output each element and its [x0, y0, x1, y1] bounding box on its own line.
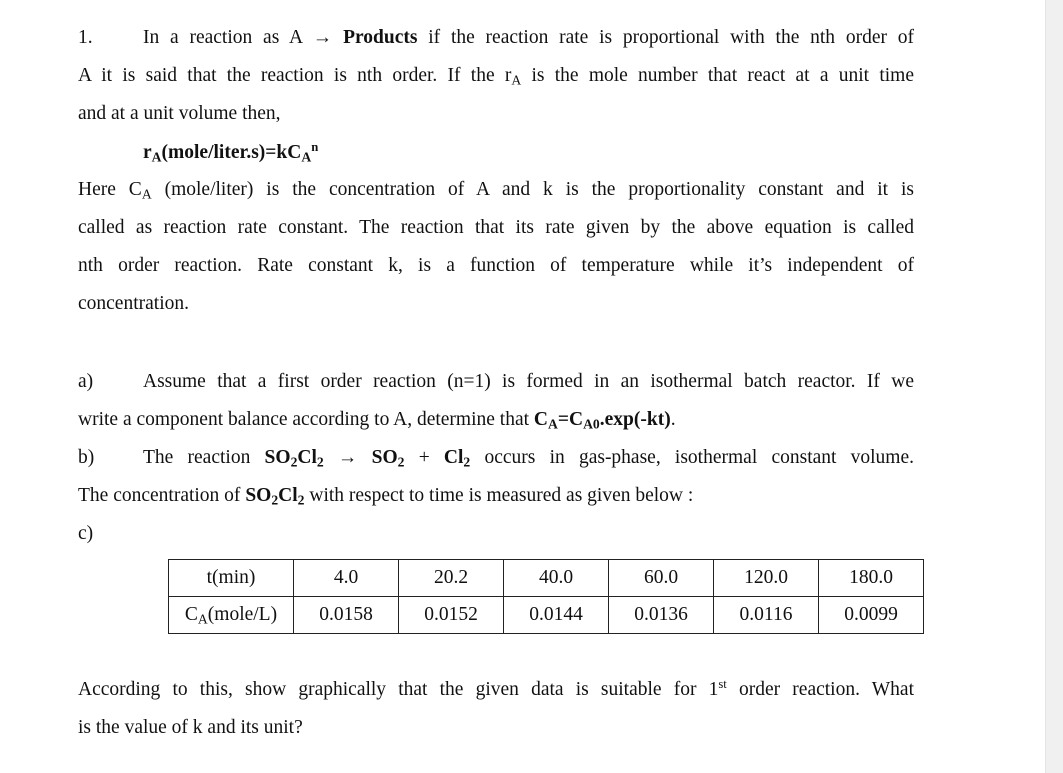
problem-number: 1.: [78, 27, 93, 48]
part-b-line-1: The reaction $SO_2Cl_2 \to SO_2 + Cl_2$ occurs in gas-phase, isothermal constant volume.: [143, 447, 915, 470]
table-header-time: t(min): [169, 560, 294, 597]
intro-line-2: A it is said that the reaction is nth order. If the $r_A$ is the mole number that react at a unit time: [78, 65, 914, 88]
intro-line-3: and at a unit volume then,: [78, 103, 281, 124]
reaction-equation: $SO_2Cl_2 \to SO_2$: [264, 447, 405, 470]
table-cell: 0.0116: [714, 597, 819, 634]
table-cell: 4.0: [294, 560, 399, 597]
intro-line-1: In a reaction as A → Products if the reaction rate is proportional with the nth order of: [143, 27, 914, 48]
explain-line-3: nth order reaction. Rate constant k, is a function of temperature while it’s independent of: [78, 255, 914, 276]
explain-line-4: concentration.: [78, 293, 189, 314]
table-cell: 180.0: [819, 560, 924, 597]
part-a-line-1: Assume that a first order reaction (n=1) is formed in an isothermal batch reactor. If we: [143, 371, 914, 392]
closing-line-1: According to this, show graphically that the given data is suitable for 1st order reaction. What: [78, 677, 915, 700]
concentration-table: [168, 559, 924, 634]
part-a-label: a): [78, 371, 94, 392]
table-cell: 120.0: [714, 560, 819, 597]
closing-line-2: is the value of k and its unit?: [78, 717, 303, 738]
part-c-label: c): [78, 523, 94, 544]
part-b-label: b): [78, 447, 95, 468]
part-a-line-2: write a component balance according to A, determine that $C_A=C_{A0}.\exp(-kt)$.: [78, 409, 676, 432]
table-cell: 0.0144: [504, 597, 609, 634]
vertical-scrollbar[interactable]: [1045, 0, 1063, 773]
table-row-concentration: [169, 597, 924, 634]
table-cell: 60.0: [609, 560, 714, 597]
table-cell: 0.0136: [609, 597, 714, 634]
table-cell: 0.0152: [399, 597, 504, 634]
rate-equation: $r_A(mole/liter.s)=kC_A^n$: [143, 140, 319, 165]
explain-line-2: called as reaction rate constant. The reaction that its rate given by the above equation is called: [78, 217, 914, 238]
table-cell: 0.0158: [294, 597, 399, 634]
table-cell: 0.0099: [819, 597, 924, 634]
table-row-time: [169, 560, 924, 597]
part-b-line-2: The concentration of $SO_2Cl_2$ with respect to time is measured as given below :: [78, 485, 694, 508]
table-cell: 20.2: [399, 560, 504, 597]
reaction-arrow: →: [312, 27, 333, 48]
table-header-concentration: $C_A(mole/L)$: [169, 597, 294, 634]
table-cell: 40.0: [504, 560, 609, 597]
explain-line-1: Here $C_A$ (mole/liter) is the concentration of A and k is the proportionality constant and it is: [78, 179, 914, 202]
products-label: Products: [343, 27, 418, 48]
first-order-solution: $C_A=C_{A0}.\exp(-kt)$: [533, 409, 671, 432]
